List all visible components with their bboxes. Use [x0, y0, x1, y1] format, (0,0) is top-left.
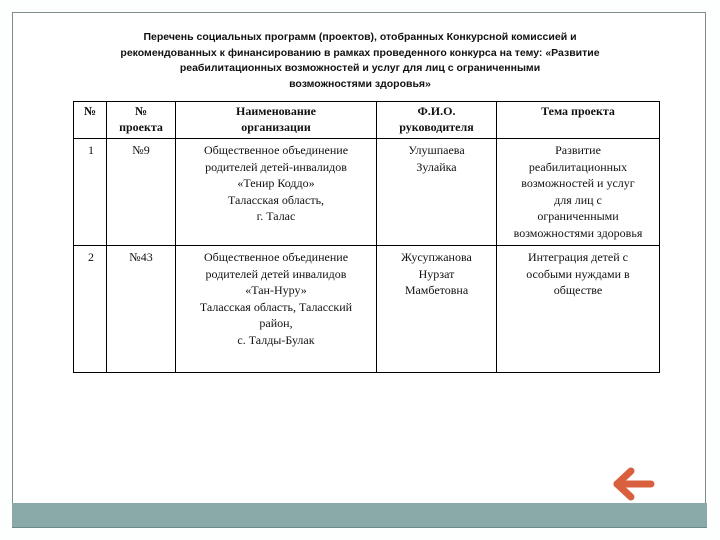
header-text: руководителя: [399, 120, 474, 134]
cell-text: реабилитационных: [528, 159, 628, 174]
cell-text: Таласская область,: [227, 192, 325, 207]
header-text: Наименование: [236, 104, 316, 118]
cell-text: ограниченными: [537, 209, 619, 223]
header-text: организации: [241, 120, 311, 134]
cell-text: Общественное объединение: [203, 250, 349, 264]
cell-text: родителей детей инвалидов: [205, 266, 347, 281]
cell-text: Зулайка: [416, 159, 457, 174]
title-line: Перечень социальных программ (проектов), отобранных Конкурсной комиссией и: [143, 31, 577, 43]
title-line: реабилитационных возможностей и услуг для лиц с ограниченными: [179, 62, 541, 75]
header-leader: [377, 102, 497, 139]
cell-text: Развитие: [555, 143, 601, 157]
cell-text: родителей детей-инвалидов: [205, 159, 347, 174]
cell-organization: [176, 246, 377, 373]
cell-text: Мамбетовна: [404, 283, 469, 297]
cell-organization: [176, 139, 377, 246]
cell-text: Общественное объединение: [203, 143, 349, 157]
cell-leader: [377, 246, 497, 373]
header-project-number: [107, 102, 176, 139]
cell-text: Интеграция детей с: [527, 250, 629, 264]
cell-text: Таласская область, Таласский: [199, 299, 353, 314]
back-button[interactable]: [611, 466, 657, 502]
cell-text: возможностями здоровья: [513, 225, 643, 240]
header-text: №: [134, 104, 148, 118]
cell-text: с. Талды-Булак: [237, 332, 315, 347]
table-header-row: [74, 102, 660, 139]
header-topic: [497, 102, 660, 139]
slide-footer-band: [12, 503, 707, 528]
cell-leader: [377, 139, 497, 246]
cell-text: Нурзат: [418, 266, 455, 281]
cell-text: Жусупжанова: [401, 250, 472, 264]
cell-index: 1: [74, 139, 107, 246]
projects-table: [73, 101, 660, 373]
header-index: [74, 102, 107, 139]
cell-index: 2: [74, 246, 107, 373]
cell-topic: [497, 246, 660, 373]
cell-text: район,: [259, 316, 293, 330]
title-line: рекомендованных к финансированию в рамках проведенного конкурса на тему: «Развитие: [120, 46, 600, 59]
table-row: [74, 246, 660, 373]
cell-text: «Тенир Коддо»: [237, 176, 315, 190]
title-line: возможностями здоровья»: [289, 77, 431, 90]
left-arrow-icon: [611, 466, 657, 502]
page-title: [60, 30, 660, 92]
cell-text: «Тан-Нуру»: [245, 283, 307, 297]
cell-text: для лиц с: [554, 192, 602, 207]
cell-text: особыми нуждами в: [526, 266, 630, 281]
cell-project-number: №43: [107, 246, 176, 373]
table-row: [74, 139, 660, 246]
header-text: №: [84, 104, 97, 118]
cell-text: возможностей и услуг: [521, 176, 635, 190]
cell-project-number: №9: [107, 139, 176, 246]
cell-text: обществе: [553, 283, 603, 297]
cell-topic: [497, 139, 660, 246]
header-text: Ф.И.О.: [417, 104, 456, 118]
header-text: проекта: [119, 120, 163, 134]
header-organization: [176, 102, 377, 139]
cell-text: Улушпаева: [408, 143, 465, 157]
header-text: Тема проекта: [541, 104, 615, 118]
cell-text: г. Талас: [256, 209, 296, 223]
